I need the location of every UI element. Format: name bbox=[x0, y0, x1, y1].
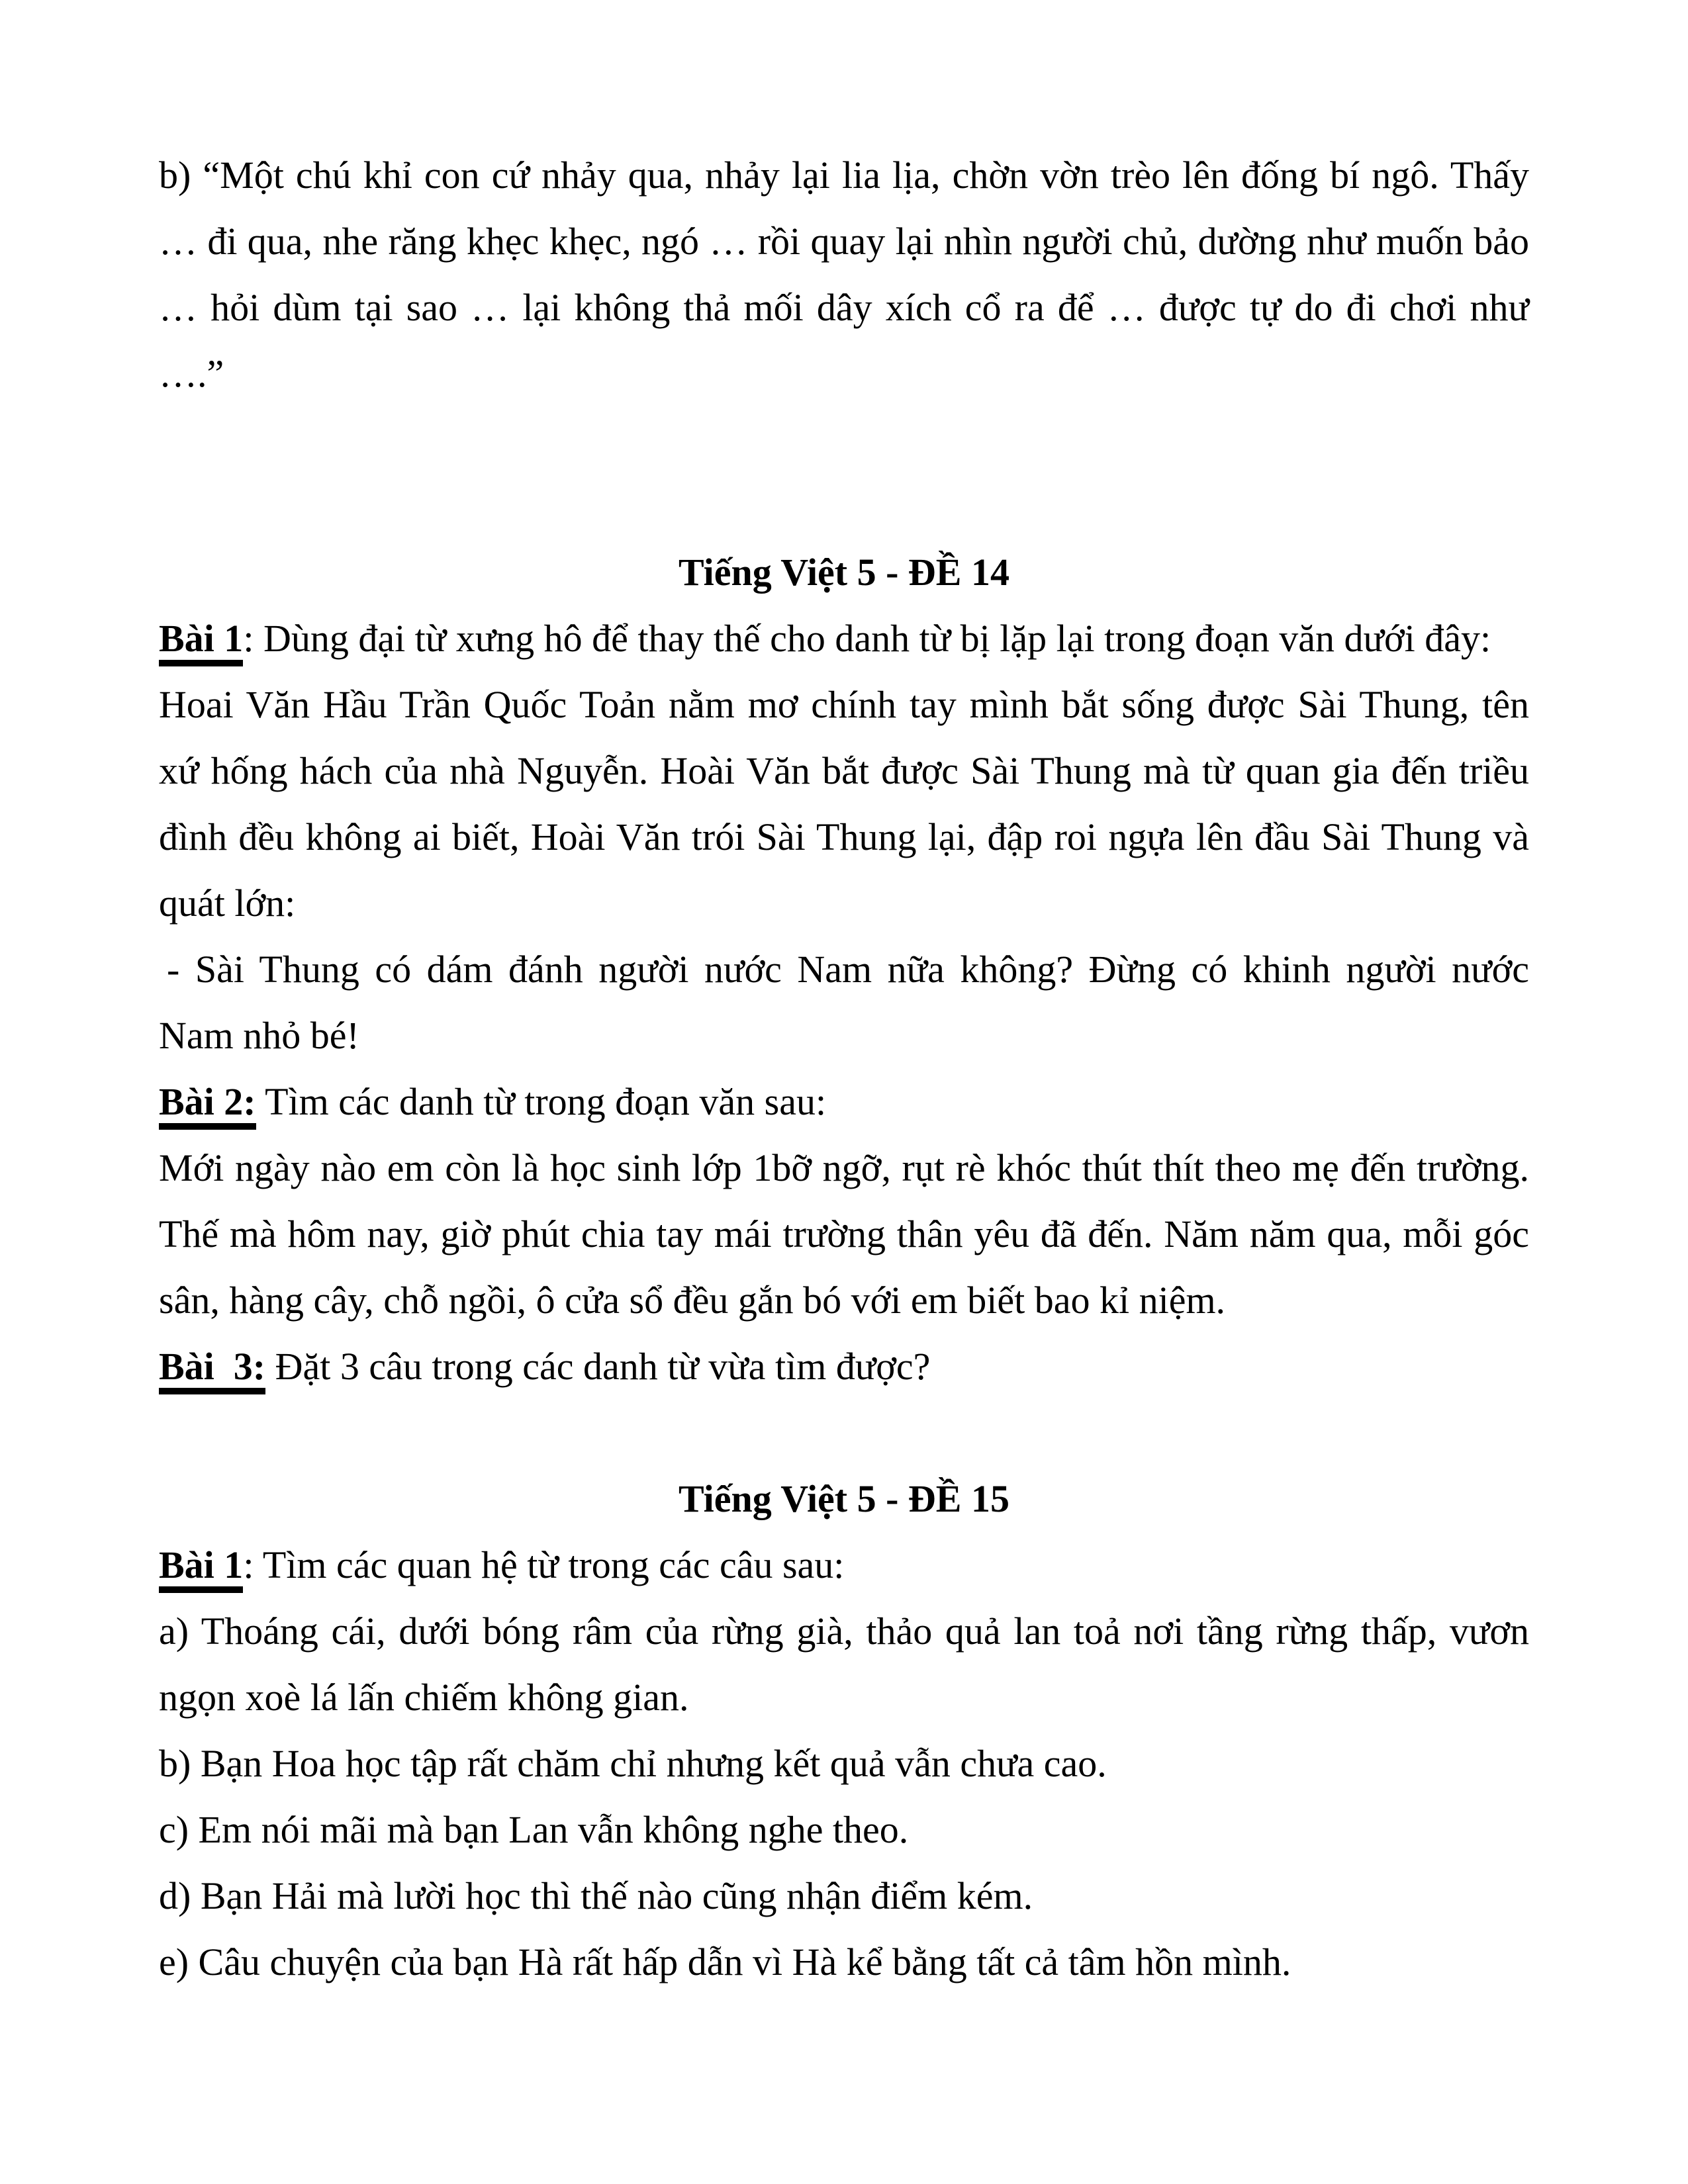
text-line: xứ hống hách của nhà Nguyễn. Hoài Văn bắt được Sài Thung mà từ quan gia đến triều bbox=[159, 749, 1529, 792]
text-line: a) Thoáng cái, dưới bóng râm của rừng già, thảo quả lan toả nơi tầng rừng thấp, vươn bbox=[159, 1610, 1529, 1653]
de14-bai1-colon: : bbox=[243, 617, 254, 660]
blank-space bbox=[159, 1400, 1529, 1466]
de15-item-a bbox=[159, 1598, 1529, 1731]
text-line: b) “Một chú khỉ con cứ nhảy qua, nhảy lại lia lịa, chờn vờn trèo lên đống bí ngô. Thấy bbox=[159, 154, 1529, 197]
de15-item-c: c) Em nói mãi mà bạn Lan vẫn không nghe theo. bbox=[159, 1808, 909, 1851]
de15-item-b: b) Bạn Hoa học tập rất chăm chỉ nhưng kết quả vẫn chưa cao. bbox=[159, 1742, 1107, 1785]
de14-bai2-line bbox=[159, 1069, 1529, 1135]
de14-bai3-line bbox=[159, 1334, 1529, 1400]
de15-item-e: e) Câu chuyện của bạn Hà rất hấp dẫn vì Hà kể bằng tất cả tâm hồn mình. bbox=[159, 1940, 1291, 1983]
exercise-b-paragraph bbox=[159, 142, 1529, 407]
de14-bai3-label: Bài 3: bbox=[159, 1345, 265, 1394]
de14-bai1-label: Bài 1 bbox=[159, 617, 243, 666]
de15-bai1-line bbox=[159, 1532, 1529, 1598]
text-line: … đi qua, nhe răng khẹc khẹc, ngó … rồi quay lại nhìn người chủ, dường như muốn bảo bbox=[159, 220, 1529, 263]
de14-bai1-line bbox=[159, 606, 1529, 672]
blank-space bbox=[159, 407, 1529, 539]
de15-item-d: d) Bạn Hải mà lười học thì thế nào cũng nhận điểm kém. bbox=[159, 1874, 1033, 1917]
text-line: Thế mà hôm nay, giờ phút chia tay mái trường thân yêu đã đến. Năm năm qua, mỗi góc bbox=[159, 1212, 1529, 1255]
text-line: Hoai Văn Hầu Trần Quốc Toản nằm mơ chính tay mình bắt sống được Sài Thung, tên bbox=[159, 683, 1529, 726]
text-line: - Sài Thung có dám đánh người nước Nam nữa không? Đừng có khinh người nước bbox=[167, 948, 1529, 991]
text-line: sân, hàng cây, chỗ ngồi, ô cửa sổ đều gắn bó với em biết bao kỉ niệm. bbox=[159, 1279, 1226, 1322]
de14-bai2-instruction: Tìm các danh từ trong đoạn văn sau: bbox=[256, 1080, 827, 1123]
text-line: Nam nhỏ bé! bbox=[159, 1014, 359, 1057]
text-line: Mới ngày nào em còn là học sinh lớp 1bỡ ngỡ, rụt rè khóc thút thít theo mẹ đến trường. bbox=[159, 1146, 1529, 1189]
de14-dialogue bbox=[159, 936, 1529, 1069]
de14-passage2 bbox=[159, 1135, 1529, 1334]
text-line: ….” bbox=[159, 352, 224, 395]
text-line: … hỏi dùm tại sao … lại không thả mối dây xích cổ ra để … được tự do đi chơi như bbox=[159, 286, 1529, 329]
de14-heading: Tiếng Việt 5 - ĐỀ 14 bbox=[679, 551, 1009, 594]
de15-bai1-label: Bài 1 bbox=[159, 1543, 243, 1593]
de15-bai1-colon: : bbox=[243, 1543, 254, 1586]
de14-bai1-instruction: Dùng đại từ xưng hô để thay thế cho danh từ bị lặp lại trong đoạn văn dưới đây: bbox=[254, 617, 1491, 660]
text-line: đình đều không ai biết, Hoài Văn trói Sài Thung lại, đập roi ngựa lên đầu Sài Thung và bbox=[159, 815, 1529, 858]
de15-heading: Tiếng Việt 5 - ĐỀ 15 bbox=[679, 1477, 1009, 1520]
text-line: ngọn xoè lá lấn chiếm không gian. bbox=[159, 1676, 689, 1719]
text-line: quát lớn: bbox=[159, 882, 296, 925]
de15-bai1-instruction: Tìm các quan hệ từ trong các câu sau: bbox=[254, 1543, 845, 1586]
de14-bai3-instruction: Đặt 3 câu trong các danh từ vừa tìm được? bbox=[265, 1345, 931, 1388]
de14-bai2-label: Bài 2: bbox=[159, 1080, 256, 1130]
de14-passage bbox=[159, 672, 1529, 936]
